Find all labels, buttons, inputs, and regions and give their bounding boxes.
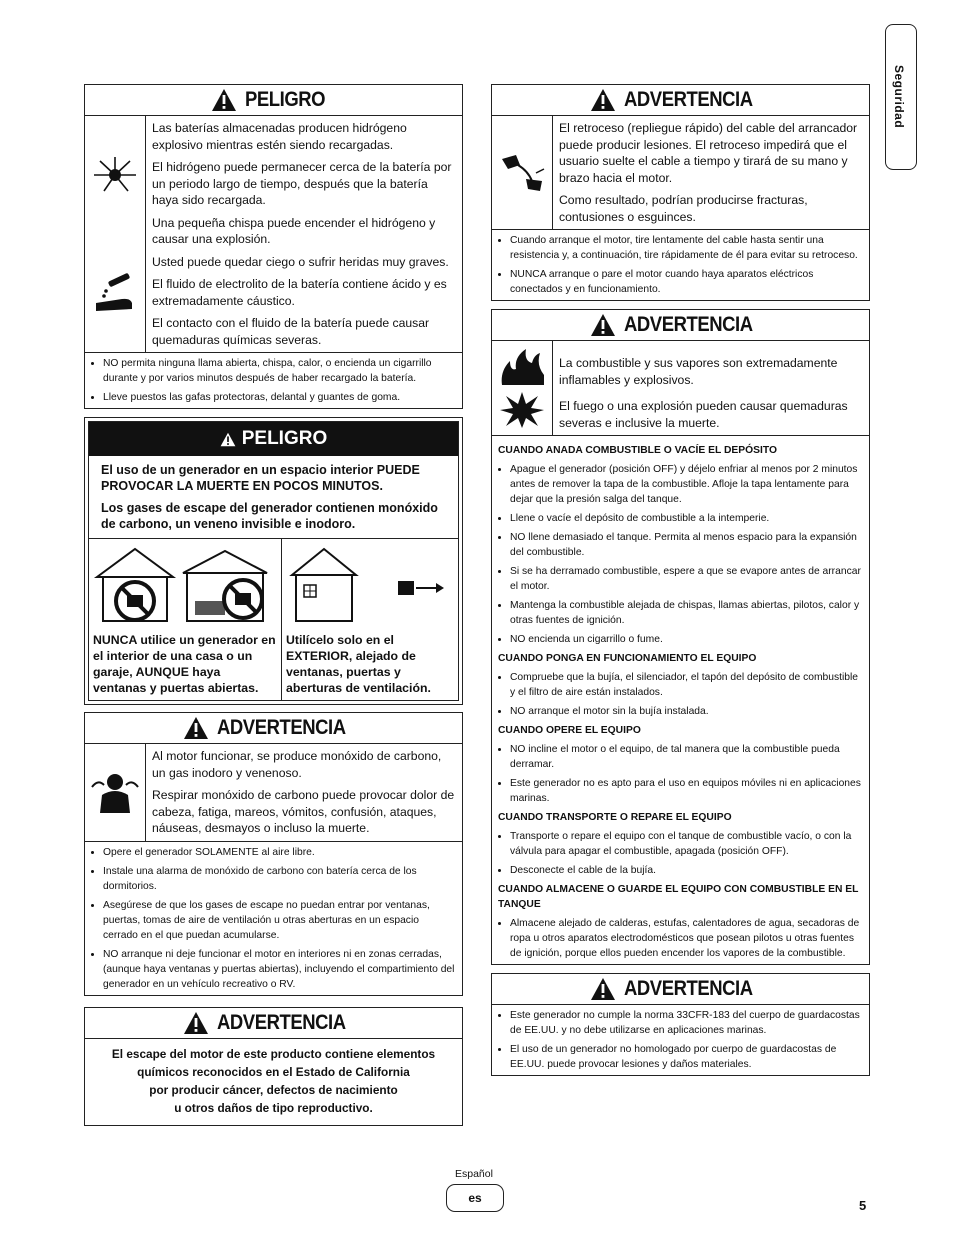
warning-triangle-icon	[183, 1011, 209, 1035]
danger-co-title: PELIGRO	[241, 428, 328, 449]
list-item: • El uso de un generador no homologado por cuerpo de guardacostas de EE.UU. puede provocar lesiones y daños materiales.	[510, 1042, 863, 1072]
paragraph: Respirar monóxido de carbono puede provocar dolor de cabeza, fatiga, mareos, vómitos, confusión, ataques, náuseas, desmayos o incluso la muerte.	[152, 788, 455, 835]
text-line: u otros daños de tipo reproductivo.	[174, 1100, 373, 1115]
explosion-icon	[498, 390, 546, 430]
no-indoor-generator-icon	[93, 543, 277, 623]
warning-co-text	[146, 744, 462, 841]
danger-battery-box	[84, 84, 463, 409]
warning-kickback-text	[553, 116, 869, 229]
danger-co-header	[89, 422, 458, 456]
paragraph: El uso de un generador en un espacio interior PUEDE PROVOCAR LA MUERTE EN POCOS MINUTOS.	[101, 463, 420, 493]
warning-co-box	[84, 712, 463, 996]
paragraph: Los gases de escape del generador contienen monóxido de carbono, un veneno invisible e inodoro.	[101, 501, 438, 531]
list-item: • NUNCA arranque o pare el motor cuando haya aparatos eléctricos conectados y en funcionamiento.	[510, 267, 863, 297]
list-item: • Almacene alejado de calderas, estufas, calentadores de agua, secadoras de ropa u otros aparatos electrodomésticos que posean pilotos u otras fuentes de ignición, porque ellos pueden encender los vapores de la combustible.	[510, 916, 863, 961]
acid-hand-icon	[92, 273, 138, 313]
indoor-caption: NUNCA utilice un generador en el interior de una casa o un garaje, AUNQUE haya ventanas y puertas abiertas.	[93, 633, 276, 695]
language-code-badge: es	[446, 1184, 504, 1212]
section-heading: CUANDO PONGA EN FUNCIONAMIENTO EL EQUIPO	[498, 653, 757, 664]
paragraph: El contacto con el fluido de la batería puede causar quemaduras químicas severas.	[152, 316, 430, 347]
list-item: • Mantenga la combustible alejada de chispas, llamas abiertas, pilotos, calor y otras fuentes de ignición.	[510, 598, 863, 628]
paragraph: El fuego o una explosión pueden causar quemaduras severas e inclusive la muerte.	[559, 399, 848, 430]
paragraph: El fluido de electrolito de la batería contiene ácido y es extremadamente cáustico.	[152, 277, 447, 308]
language-label: Español	[455, 1168, 493, 1180]
warning-california-text	[85, 1039, 462, 1125]
warning-co-bullets	[85, 841, 462, 995]
warning-kickback-bullets	[492, 229, 869, 300]
warning-co-icons	[85, 744, 146, 841]
list-item: • Apague el generador (posición OFF) y déjelo enfriar al menos por 2 minutos antes de remover la tapa de la combustible. Afloje la tapa lentamente para dejar que la presión salga del tanque.	[510, 462, 863, 507]
list-item: • Cuando arranque el motor, tire lentamente del cable hasta sentir una resistencia y, a continuación, tire rápidamente de él para evitar su retroceso.	[510, 233, 863, 263]
toxic-fumes-icon	[90, 769, 140, 815]
warning-fuel-header	[492, 310, 869, 341]
warning-triangle-icon	[590, 313, 616, 337]
section-heading: CUANDO ANADA COMBUSTIBLE O VACÍE EL DEPÓSITO	[498, 445, 777, 456]
warning-fuel-title: ADVERTENCIA	[624, 313, 754, 336]
outdoor-generator-icon	[286, 543, 456, 623]
warning-kickback-box	[491, 84, 870, 301]
warning-california-header	[85, 1008, 462, 1039]
list-item: • Transporte o repare el equipo con el tanque de combustible vacío, o con la válvula para apagar el combustible, apagada (posición OFF).	[510, 829, 863, 859]
warning-triangle-icon	[590, 88, 616, 112]
warning-fuel-icons	[492, 341, 553, 435]
list-item: • Compruebe que la bujía, el silenciador, el tapón del depósito de combustible y el filtro de aire están instalados.	[510, 670, 863, 700]
text-line: químicos reconocidos en el Estado de California	[137, 1064, 410, 1079]
text-line: por producir cáncer, defectos de nacimiento	[149, 1082, 398, 1097]
page-number: 5	[859, 1198, 867, 1213]
paragraph: La combustible y sus vapores son extremadamente inflamables y explosivos.	[559, 356, 838, 387]
danger-battery-header	[85, 85, 462, 116]
section-heading: CUANDO TRANSPORTE O REPARE EL EQUIPO	[498, 812, 732, 823]
warning-kickback-title: ADVERTENCIA	[624, 88, 754, 111]
paragraph: Las baterías almacenadas producen hidrógeno explosivo mientras estén siendo recargadas.	[152, 121, 407, 152]
list-item: • Desconecte el cable de la bujía.	[510, 863, 863, 878]
danger-battery-title: PELIGRO	[244, 88, 326, 111]
list-item: • NO encienda un cigarrillo o fume.	[510, 632, 863, 647]
warning-marine-bullets	[492, 1005, 869, 1075]
paragraph: Usted puede quedar ciego o sufrir heridas muy graves.	[152, 254, 449, 269]
section-tab-label: Seguridad	[892, 65, 906, 129]
section-heading: CUANDO ALMACENE O GUARDE EL EQUIPO CON COMBUSTIBLE EN EL TANQUE	[498, 884, 859, 910]
list-item: • Llene o vacíe el depósito de combustible a la intemperie.	[510, 511, 863, 526]
warning-marine-box	[491, 973, 870, 1076]
warning-fuel-text	[553, 341, 869, 435]
section-tab	[885, 24, 917, 170]
list-item: • Si se ha derramado combustible, espere a que se evapore antes de arrancar el motor.	[510, 564, 863, 594]
list-item: • NO incline el motor o el equipo, de tal manera que la combustible pueda derramar.	[510, 742, 863, 772]
warning-kickback-icons	[492, 116, 553, 229]
list-item: • Este generador no es apto para el uso en equipos móviles ni en aplicaciones marinas.	[510, 776, 863, 806]
list-item: • Instale una alarma de monóxido de carbono con batería cerca de los dormitorios.	[103, 864, 456, 894]
warning-triangle-icon	[211, 88, 237, 112]
warning-triangle-icon	[183, 716, 209, 740]
paragraph: Como resultado, podrían producirse fracturas, contusiones o esguinces.	[559, 193, 808, 224]
list-item: • NO permita ninguna llama abierta, chispa, calor, o encienda un cigarrillo durante y por varios minutos después de haber recargado la batería.	[103, 356, 456, 386]
explosion-icon	[92, 155, 138, 195]
warning-fuel-bullets	[492, 435, 869, 964]
paragraph: Al motor funcionar, se produce monóxido de carbono, un gas inodoro y venenoso.	[152, 749, 442, 780]
warning-co-title: ADVERTENCIA	[217, 716, 347, 739]
warning-marine-header	[492, 974, 869, 1005]
warning-marine-title: ADVERTENCIA	[624, 977, 754, 1000]
indoor-panel	[89, 539, 282, 700]
list-item: • NO arranque el motor sin la bujía instalada.	[510, 704, 863, 719]
outdoor-caption: Utilícelo solo en el EXTERIOR, alejado de ventanas, puertas y aberturas de ventilación.	[286, 633, 431, 695]
list-item: • Asegúrese de que los gases de escape no puedan entrar por ventanas, puertas, tomas de aire de ventilación u otras aberturas en un espacio cerrado en el que puedan acumularse.	[103, 898, 456, 943]
list-item: • NO arranque ni deje funcionar el motor en interiores ni en zonas cerradas, (aunque haya ventanas y puertas abiertas), incluyendo el compartimiento del generador en un vehículo recreativo o RV.	[103, 947, 456, 992]
warning-triangle-icon	[220, 432, 236, 447]
danger-co-text	[89, 456, 458, 538]
warning-co-header	[85, 713, 462, 744]
paragraph: El hidrógeno puede permanecer cerca de la batería por un periodo largo de tiempo, después que la batería haya sido recargada.	[152, 160, 452, 207]
list-item: • Lleve puestos las gafas protectoras, delantal y guantes de goma.	[103, 390, 456, 405]
danger-battery-bullets	[85, 352, 462, 408]
danger-battery-icons	[85, 116, 146, 352]
warning-triangle-icon	[590, 977, 616, 1001]
list-item: • Este generador no cumple la norma 33CFR-183 del cuerpo de guardacostas de EE.UU. y no debe utilizarse en aplicaciones marinas.	[510, 1008, 863, 1038]
text-line: El escape del motor de este producto contiene elementos	[111, 1046, 436, 1061]
warning-california-box	[84, 1007, 463, 1126]
warning-kickback-header	[492, 85, 869, 116]
list-item: • Opere el generador SOLAMENTE al aire libre.	[103, 845, 456, 860]
warning-fuel-box	[491, 309, 870, 965]
section-heading: CUANDO OPERE EL EQUIPO	[498, 725, 641, 736]
fire-icon	[498, 347, 546, 387]
list-item: • NO llene demasiado el tanque. Permita al menos espacio para la expansión del combustible.	[510, 530, 863, 560]
right-column	[491, 84, 870, 1076]
danger-battery-text	[146, 116, 462, 352]
danger-co-box	[84, 417, 463, 705]
paragraph: El retroceso (repliegue rápido) del cable del arrancador puede producir lesiones. El retroceso impedirá que el usuario suelte el cable a tiempo y tirará de su mano y brazo hacia el motor.	[559, 121, 858, 185]
paragraph: Una pequeña chispa puede encender el hidrógeno y causar una explosión.	[152, 215, 436, 246]
left-column	[84, 84, 463, 1126]
kickback-hand-icon	[498, 151, 546, 195]
warning-california-title: ADVERTENCIA	[217, 1010, 347, 1034]
outdoor-panel	[282, 539, 460, 700]
